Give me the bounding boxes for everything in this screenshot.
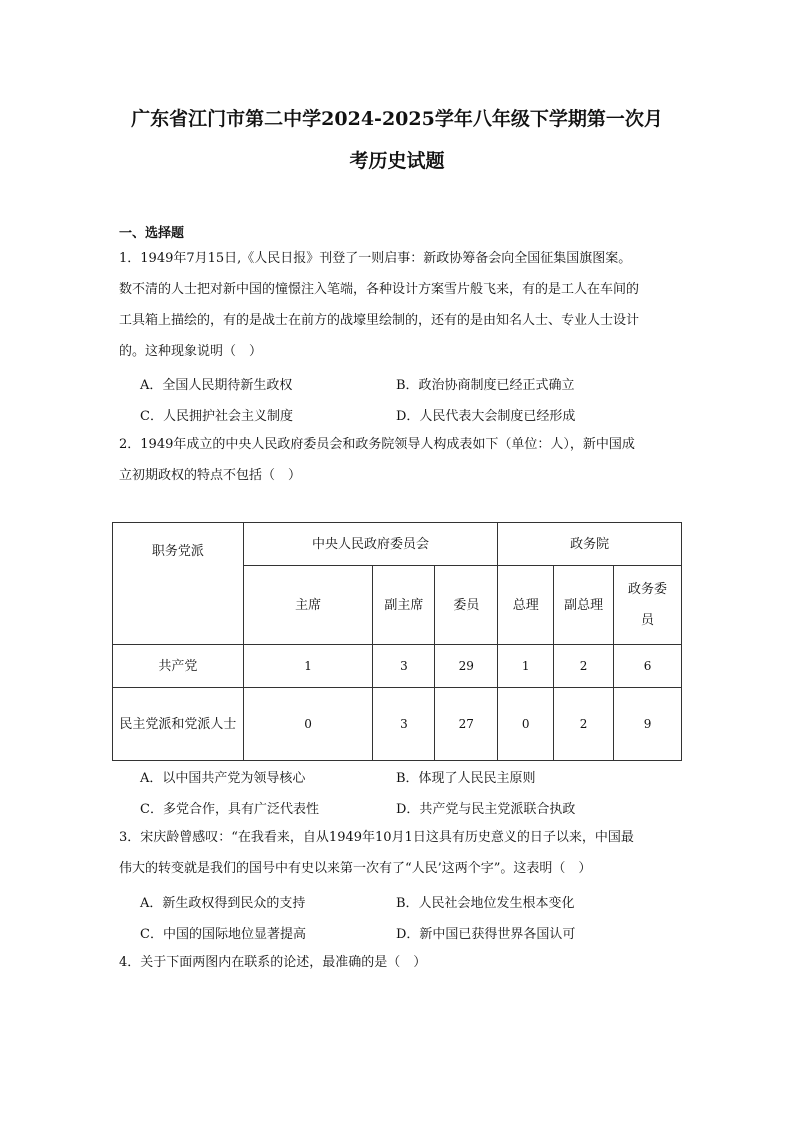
question-3-line: 伟大的转变就是我们的国号中有史以来第一次有了“人民’这两个字”。这表明（ ）: [119, 861, 592, 876]
table-cell: 27: [435, 688, 498, 761]
table-row-label: 共产党: [113, 645, 244, 688]
table-cell: 9: [614, 688, 682, 761]
table-cell: 6: [614, 645, 682, 688]
q2-option-c[interactable]: C．多党合作，具有广泛代表性: [140, 802, 319, 817]
section-heading: 一、选择题: [119, 226, 185, 241]
table-column-header: 副总理: [554, 566, 614, 645]
q3-option-d[interactable]: D．新中国已获得世界各国认可: [396, 927, 576, 942]
question-1-line: 工具箱上描绘的，有的是战士在前方的战壕里绘制的，还有的是由知名人士、专业人士设计: [119, 313, 640, 328]
q3-option-a[interactable]: A．新生政权得到民众的支持: [140, 896, 306, 911]
table-column-header: 政务委员: [614, 566, 682, 645]
question-1-line: 1．1949年7月15日,《人民日报》刊登了一则启事：新政协筹备会向全国征集国旗图案。: [119, 251, 632, 266]
question-3-line: 3．宋庆龄曾感叹：“在我看来，自从1949年10月1日这具有历史意义的日子以来，中国最: [119, 830, 634, 845]
table-cell: 3: [373, 688, 435, 761]
table-column-header: 总理: [498, 566, 554, 645]
table-cell: 1: [498, 645, 554, 688]
table-cell: 3: [373, 645, 435, 688]
q3-option-b[interactable]: B．人民社会地位发生根本变化: [396, 896, 575, 911]
question-3-stem: [119, 822, 691, 884]
table-group-header: 中央人民政府委员会: [243, 523, 498, 566]
table-cell: 2: [554, 688, 614, 761]
table-column-header: 副主席: [373, 566, 435, 645]
table-cell: 0: [243, 688, 373, 761]
q1-option-a[interactable]: A．全国人民期待新生政权: [140, 378, 293, 393]
q1-option-b[interactable]: B．政治协商制度已经正式确立: [396, 378, 575, 393]
page-title-line-1: 广东省江门市第二中学2024-2025学年八年级下学期第一次月: [131, 108, 663, 130]
q2-option-d[interactable]: D．共产党与民主党派联合执政: [396, 802, 576, 817]
question-1-line: 的。这种现象说明（ ）: [119, 344, 263, 359]
table-column-header: 委员: [435, 566, 498, 645]
table-cell: 0: [498, 688, 554, 761]
question-4-line: 4．关于下面两图内在联系的论述，最准确的是（ ）: [119, 955, 427, 970]
question-1-stem: [119, 243, 691, 367]
table-cell: 29: [435, 645, 498, 688]
page-title-line-2: 考历史试题: [349, 150, 445, 172]
table-column-header: 主席: [243, 566, 373, 645]
table-cell: 2: [554, 645, 614, 688]
q2-option-a[interactable]: A．以中国共产党为领导核心: [140, 771, 306, 786]
question-4-stem: [119, 947, 691, 978]
q3-option-c[interactable]: C．中国的国际地位显著提高: [140, 927, 306, 942]
table-cell: 1: [243, 645, 373, 688]
q1-option-c[interactable]: C．人民拥护社会主义制度: [140, 409, 293, 424]
question-1-line: 数不清的人士把对新中国的憧憬注入笔端，各种设计方案雪片般飞来，有的是工人在车间的: [119, 282, 640, 297]
table-corner-header: 职务党派: [113, 523, 244, 645]
table-row-label: 民主党派和党派人士: [113, 688, 244, 761]
question-2-line: 2．1949年成立的中央人民政府委员会和政务院领导人构成表如下（单位：人），新中国成: [119, 437, 635, 452]
q1-option-d[interactable]: D．人民代表大会制度已经形成: [396, 409, 576, 424]
leadership-table: [112, 522, 682, 761]
table-group-header: 政务院: [498, 523, 682, 566]
question-2-line: 立初期政权的特点不包括（ ）: [119, 468, 302, 483]
question-2-stem: [119, 429, 691, 491]
q2-option-b[interactable]: B．体现了人民民主原则: [396, 771, 536, 786]
